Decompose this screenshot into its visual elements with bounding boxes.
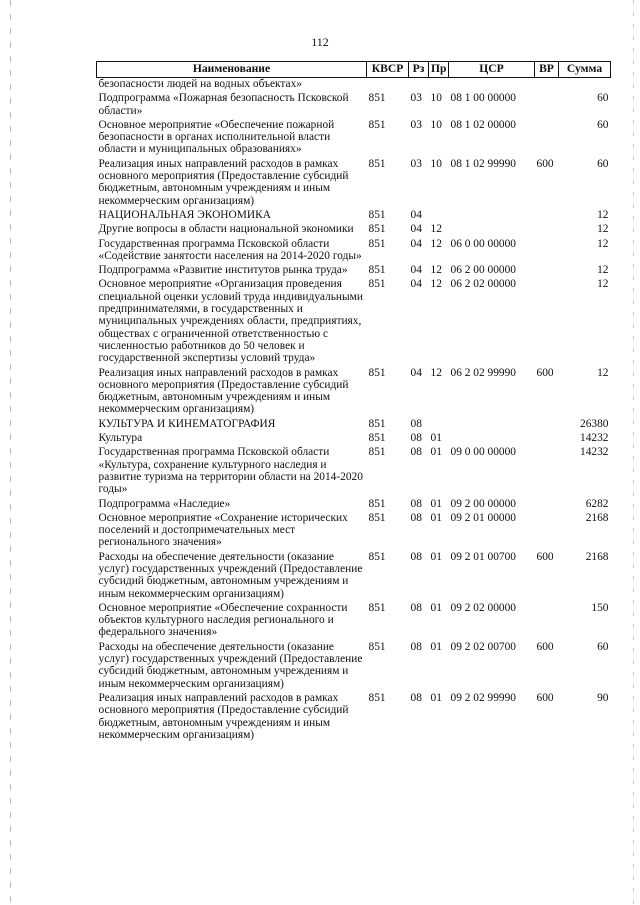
scan-edge-left — [10, 0, 11, 905]
cell-vr — [535, 90, 559, 117]
cell-kvsr: 851 — [368, 366, 386, 379]
cell-sum: 90 — [597, 691, 609, 704]
cell-name: Подпрограмма «Развитие институтов рынка труда» — [98, 264, 348, 277]
cell-vr — [535, 416, 559, 430]
cell-vr — [535, 236, 559, 263]
cell-kvsr — [367, 78, 409, 91]
cell-name: Основное мероприятие «Обеспечение сохранности объектов культурного наследия регионального и федерального значения» — [98, 601, 348, 639]
cell-name: Другие вопросы в области национальной экономики — [98, 223, 354, 236]
cell-name: Основное мероприятие «Обеспечение пожарной безопасности в органах исполнительной власти области и муниципальных образованиях» — [98, 118, 335, 156]
budget-table-header — [97, 62, 611, 78]
column-header-kvsr: КВСР — [367, 62, 409, 78]
cell-kvsr: 851 — [368, 223, 386, 236]
cell-pr: 01 — [430, 446, 442, 459]
cell-pr: 12 — [430, 223, 442, 236]
cell-sum — [559, 78, 611, 91]
cell-pr: 12 — [430, 237, 442, 250]
cell-csr: 06 0 00 00000 — [450, 237, 516, 250]
cell-sum: 60 — [597, 92, 609, 105]
cell-csr: 08 1 02 99990 — [450, 157, 516, 170]
cell-pr: 10 — [430, 118, 442, 131]
cell-kvsr: 851 — [368, 601, 386, 614]
cell-kvsr: 851 — [368, 691, 386, 704]
cell-rz: 03 — [410, 118, 422, 131]
cell-kvsr: 851 — [368, 432, 386, 445]
cell-name: Подпрограмма «Пожарная безопасность Псковской области» — [98, 92, 349, 117]
cell-pr: 01 — [430, 640, 442, 653]
cell-pr: 01 — [430, 550, 442, 563]
cell-rz: 04 — [410, 237, 422, 250]
cell-sum: 12 — [597, 223, 609, 236]
cell-vr — [535, 78, 559, 91]
cell-sum: 2168 — [585, 550, 609, 563]
cell-csr — [449, 221, 535, 235]
budget-table — [96, 61, 611, 741]
cell-pr: 01 — [430, 601, 442, 614]
table-row — [97, 444, 611, 495]
table-row — [97, 262, 611, 276]
cell-sum: 12 — [597, 208, 609, 221]
cell-csr: 09 2 01 00700 — [450, 550, 516, 563]
cell-vr: 600 — [536, 691, 554, 704]
cell-rz: 04 — [410, 278, 422, 291]
cell-csr: 08 1 02 00000 — [450, 118, 516, 131]
cell-csr — [449, 430, 535, 444]
cell-csr: 06 2 02 99990 — [450, 366, 516, 379]
cell-sum: 12 — [597, 366, 609, 379]
cell-rz: 03 — [410, 92, 422, 105]
cell-csr: 06 2 02 00000 — [450, 278, 516, 291]
cell-csr: 06 2 00 00000 — [450, 264, 516, 277]
cell-name: Основное мероприятие «Организация проведения специальной оценки условий труда индивидуальными предпринимателями, в государственных и муниципальных учреждениях области, предприятиях, обществах с ограниченной ответственностью с численностью работников до 50 человек и государственной экспертизы условий труда» — [98, 278, 363, 365]
table-row — [97, 510, 611, 549]
cell-name: Расходы на обеспечение деятельности (оказание услуг) государственных учреждений (Предоставление субсидий бюджетным, автономным учреждениям и иным некоммерческим организациям) — [98, 550, 363, 600]
cell-name: Реализация иных направлений расходов в рамках основного мероприятия (Предоставление субсидий бюджетным, автономным учреждениям и иным некоммерческим организациям) — [98, 691, 349, 741]
page-number: 112 — [311, 35, 329, 49]
column-header-csr: ЦСР — [449, 62, 535, 78]
cell-kvsr: 851 — [368, 118, 386, 131]
cell-name: Реализация иных направлений расходов в рамках основного мероприятия (Предоставление субсидий бюджетным, автономным учреждениям и иным некоммерческим организациям) — [98, 157, 349, 207]
cell-vr — [535, 276, 559, 364]
table-row — [97, 117, 611, 156]
cell-kvsr: 851 — [368, 157, 386, 170]
cell-kvsr: 851 — [368, 446, 386, 459]
table-row — [97, 221, 611, 235]
cell-kvsr: 851 — [368, 417, 386, 430]
cell-csr: 09 2 01 00000 — [450, 511, 516, 524]
cell-name: безопасности людей на водных объектах» — [98, 78, 302, 90]
column-header-rz: Рз — [409, 62, 429, 78]
cell-rz: 08 — [410, 640, 422, 653]
cell-vr — [535, 444, 559, 495]
cell-name: Государственная программа Псковской области «Культура, сохранение культурного наследия и развитие туризма на территории области на 2014-2020 годы» — [98, 446, 363, 496]
cell-rz: 04 — [410, 223, 422, 236]
cell-csr: 08 1 00 00000 — [450, 92, 516, 105]
table-row — [97, 78, 611, 91]
cell-csr: 09 2 02 00000 — [450, 601, 516, 614]
column-header-name: Наименование — [97, 62, 367, 78]
cell-vr — [535, 207, 559, 221]
cell-csr: 09 2 00 00000 — [450, 497, 516, 510]
table-row — [97, 549, 611, 600]
cell-kvsr: 851 — [368, 278, 386, 291]
cell-sum: 12 — [597, 278, 609, 291]
cell-vr — [535, 510, 559, 549]
cell-pr: 12 — [430, 278, 442, 291]
cell-sum: 26380 — [580, 417, 609, 430]
cell-vr — [535, 221, 559, 235]
cell-sum: 60 — [597, 157, 609, 170]
cell-name: Культура — [98, 432, 143, 445]
cell-sum: 14232 — [580, 432, 609, 445]
cell-pr: 01 — [430, 432, 442, 445]
table-row — [97, 365, 611, 416]
scan-edge-right — [633, 0, 634, 905]
cell-name: Основное мероприятие «Сохранение исторических поселений и достопримечательных мест регионального значения» — [98, 511, 348, 549]
cell-vr — [535, 117, 559, 156]
cell-rz — [409, 78, 429, 91]
cell-name: Реализация иных направлений расходов в рамках основного мероприятия (Предоставление субсидий бюджетным, автономным учреждениям и иным некоммерческим организациям) — [98, 366, 349, 416]
cell-vr: 600 — [536, 640, 554, 653]
table-row — [97, 236, 611, 263]
cell-vr — [535, 496, 559, 510]
table-row — [97, 600, 611, 639]
cell-rz: 04 — [410, 264, 422, 277]
cell-name: НАЦИОНАЛЬНАЯ ЭКОНОМИКА — [98, 208, 271, 221]
cell-sum: 60 — [597, 640, 609, 653]
cell-kvsr: 851 — [368, 640, 386, 653]
table-row — [97, 416, 611, 430]
cell-pr: 01 — [430, 511, 442, 524]
cell-kvsr: 851 — [368, 208, 386, 221]
cell-rz: 04 — [410, 208, 422, 221]
cell-sum: 150 — [591, 601, 609, 614]
cell-pr — [429, 207, 449, 221]
cell-pr: 12 — [430, 366, 442, 379]
cell-kvsr: 851 — [368, 92, 386, 105]
cell-rz: 08 — [410, 511, 422, 524]
cell-sum: 12 — [597, 264, 609, 277]
cell-sum: 6282 — [585, 497, 609, 510]
budget-table-body — [97, 78, 611, 742]
cell-rz: 08 — [410, 550, 422, 563]
cell-name: КУЛЬТУРА И КИНЕМАТОГРАФИЯ — [98, 417, 276, 430]
cell-vr — [535, 430, 559, 444]
column-header-sum: Сумма — [559, 62, 611, 78]
cell-sum: 12 — [597, 237, 609, 250]
cell-csr — [449, 416, 535, 430]
cell-name: Расходы на обеспечение деятельности (оказание услуг) государственных учреждений (Предоставление субсидий бюджетным, автономным учреждениям и иным некоммерческим организациям) — [98, 640, 363, 690]
table-row — [97, 156, 611, 207]
cell-pr — [429, 78, 449, 91]
cell-pr: 10 — [430, 157, 442, 170]
cell-rz: 08 — [410, 417, 422, 430]
cell-rz: 03 — [410, 157, 422, 170]
cell-rz: 08 — [410, 432, 422, 445]
cell-rz: 08 — [410, 601, 422, 614]
cell-sum: 14232 — [580, 446, 609, 459]
cell-vr — [535, 262, 559, 276]
table-row — [97, 430, 611, 444]
cell-pr: 01 — [430, 497, 442, 510]
budget-sheet — [96, 61, 610, 741]
cell-csr: 09 0 00 00000 — [450, 446, 516, 459]
table-row — [97, 276, 611, 364]
cell-sum: 2168 — [585, 511, 609, 524]
cell-csr: 09 2 02 00700 — [450, 640, 516, 653]
cell-kvsr: 851 — [368, 237, 386, 250]
cell-kvsr: 851 — [368, 511, 386, 524]
cell-rz: 04 — [410, 366, 422, 379]
cell-rz: 08 — [410, 446, 422, 459]
cell-pr: 12 — [430, 264, 442, 277]
cell-vr: 600 — [536, 550, 554, 563]
table-row — [97, 639, 611, 690]
cell-vr: 600 — [536, 157, 554, 170]
cell-name: Государственная программа Псковской области «Содействие занятости населения на 2014-2020 годы» — [98, 237, 362, 262]
cell-kvsr: 851 — [368, 264, 386, 277]
cell-name: Подпрограмма «Наследие» — [98, 497, 231, 510]
column-header-vr: ВР — [535, 62, 559, 78]
cell-rz: 08 — [410, 691, 422, 704]
table-row — [97, 207, 611, 221]
table-row — [97, 496, 611, 510]
cell-vr — [535, 600, 559, 639]
cell-kvsr: 851 — [368, 550, 386, 563]
cell-rz: 08 — [410, 497, 422, 510]
cell-csr — [449, 207, 535, 221]
table-row — [97, 90, 611, 117]
cell-sum: 60 — [597, 118, 609, 131]
cell-pr — [429, 416, 449, 430]
cell-pr: 10 — [430, 92, 442, 105]
cell-csr: 09 2 02 99990 — [450, 691, 516, 704]
cell-kvsr: 851 — [368, 497, 386, 510]
cell-vr: 600 — [536, 366, 554, 379]
cell-pr: 01 — [430, 691, 442, 704]
column-header-pr: Пр — [429, 62, 449, 78]
table-row — [97, 690, 611, 741]
cell-csr — [449, 78, 535, 91]
